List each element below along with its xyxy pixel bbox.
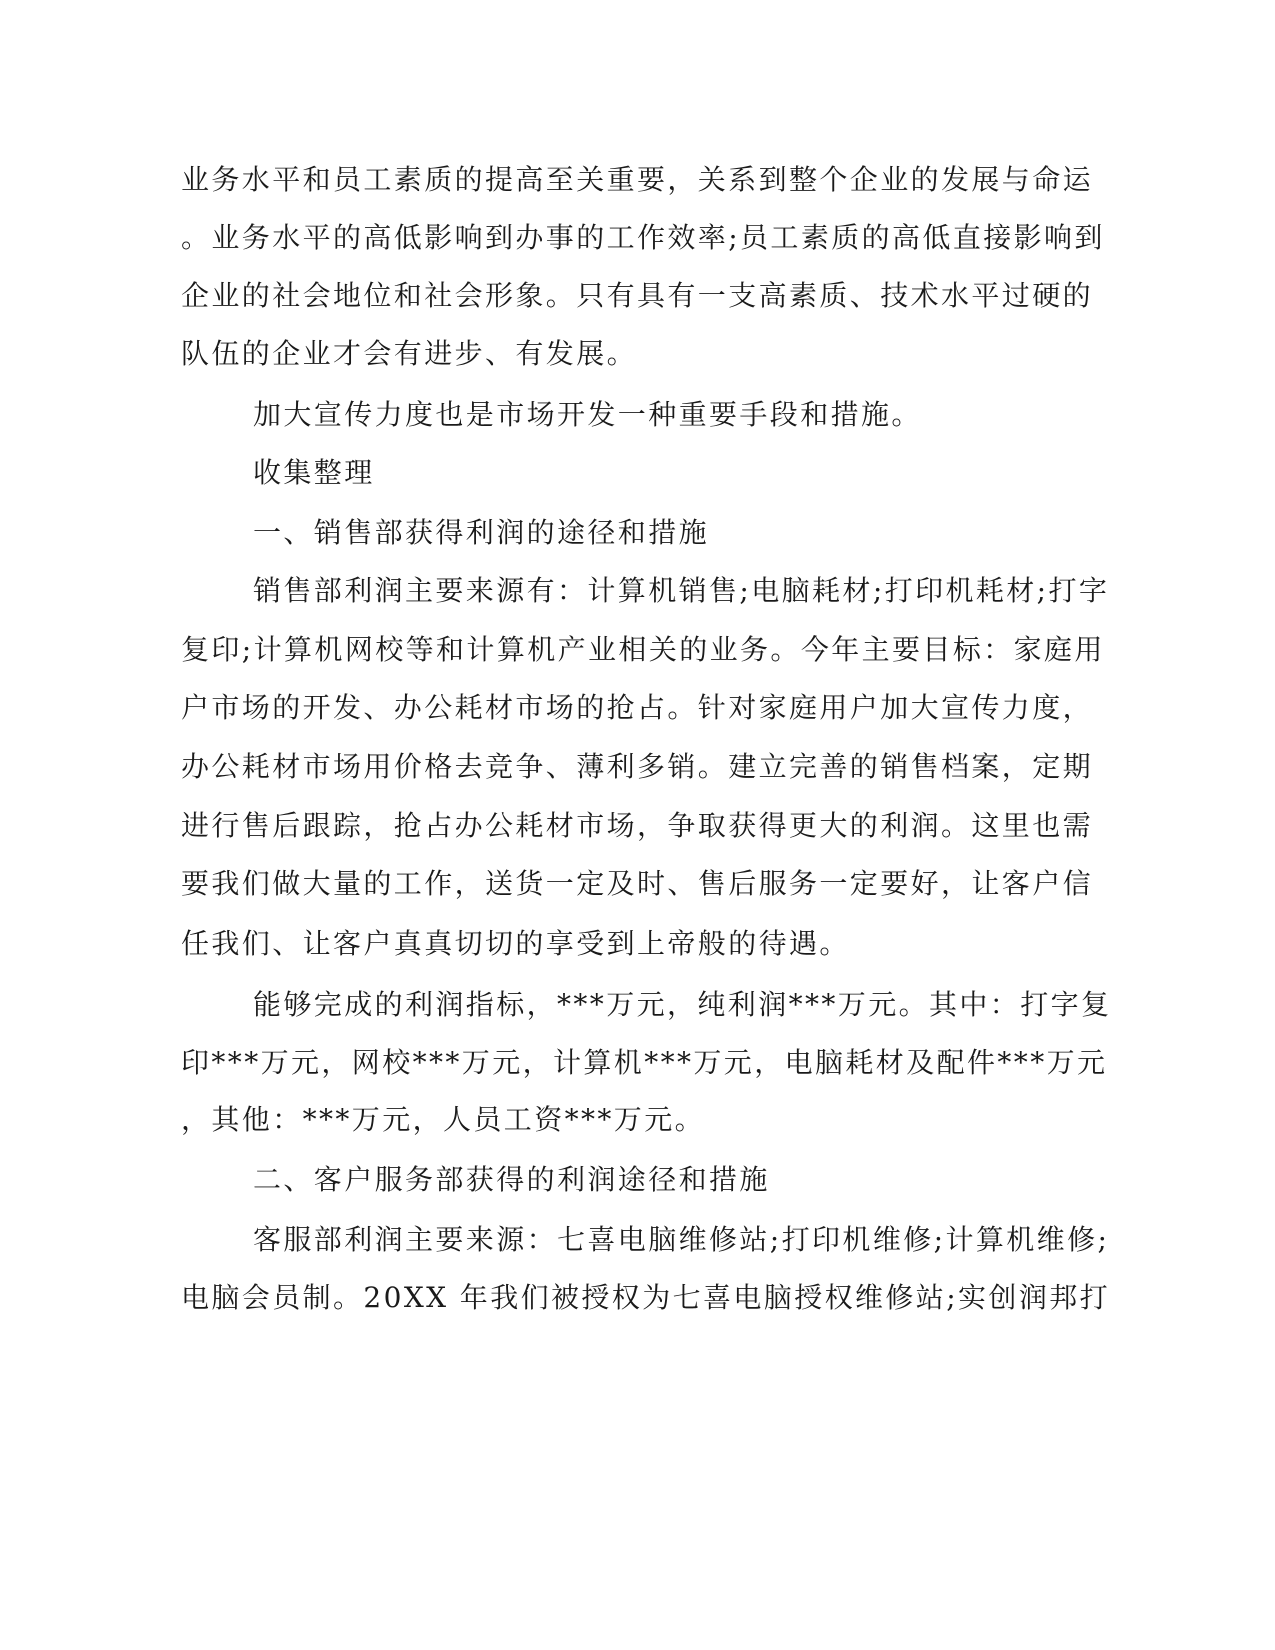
body-text-line: 队伍的企业才会有进步、有发展。 [181,337,638,370]
body-text-line: ，其他：***万元，人员工资***万元。 [181,1103,706,1136]
paragraph-line: 能够完成的利润指标，***万元，纯利润***万元。其中：打字复 [253,988,1112,1021]
body-text-line: 办公耗材市场用价格去竞争、薄利多销。建立完善的销售档案，定期 [181,750,1094,783]
paragraph-line: 加大宣传力度也是市场开发一种重要手段和措施。 [253,398,922,431]
body-text-line: 印***万元，网校***万元，计算机***万元，电脑耗材及配件***万元 [181,1046,1108,1079]
body-text-line: 业务水平和员工素质的提高至关重要，关系到整个企业的发展与命运 [181,163,1094,196]
body-text-line: 企业的社会地位和社会形象。只有具有一支高素质、技术水平过硬的 [181,279,1094,312]
body-text-line: 任我们、让客户真真切切的享受到上帝般的待遇。 [181,927,850,960]
section-heading: 一、销售部获得利润的途径和措施 [253,516,710,549]
section-label: 收集整理 [253,456,375,489]
body-text-line: 要我们做大量的工作，送货一定及时、售后服务一定要好，让客户信 [181,867,1094,900]
paragraph-line: 销售部利润主要来源有：计算机销售;电脑耗材;打印机耗材;打字 [253,574,1110,607]
section-heading: 二、客户服务部获得的利润途径和措施 [253,1163,770,1196]
body-text-line: 电脑会员制。20XX 年我们被授权为七喜电脑授权维修站;实创润邦打 [181,1281,1111,1314]
paragraph-line: 客服部利润主要来源：七喜电脑维修站;打印机维修;计算机维修; [253,1223,1110,1256]
body-text-line: 进行售后跟踪，抢占办公耗材市场，争取获得更大的利润。这里也需 [181,809,1094,842]
body-text-line: 户市场的开发、办公耗材市场的抢占。针对家庭用户加大宣传力度， [181,691,1094,724]
body-text-line: 。业务水平的高低影响到办事的工作效率;员工素质的高低直接影响到 [181,221,1105,254]
body-text-line: 复印;计算机网校等和计算机产业相关的业务。今年主要目标：家庭用 [181,633,1105,666]
